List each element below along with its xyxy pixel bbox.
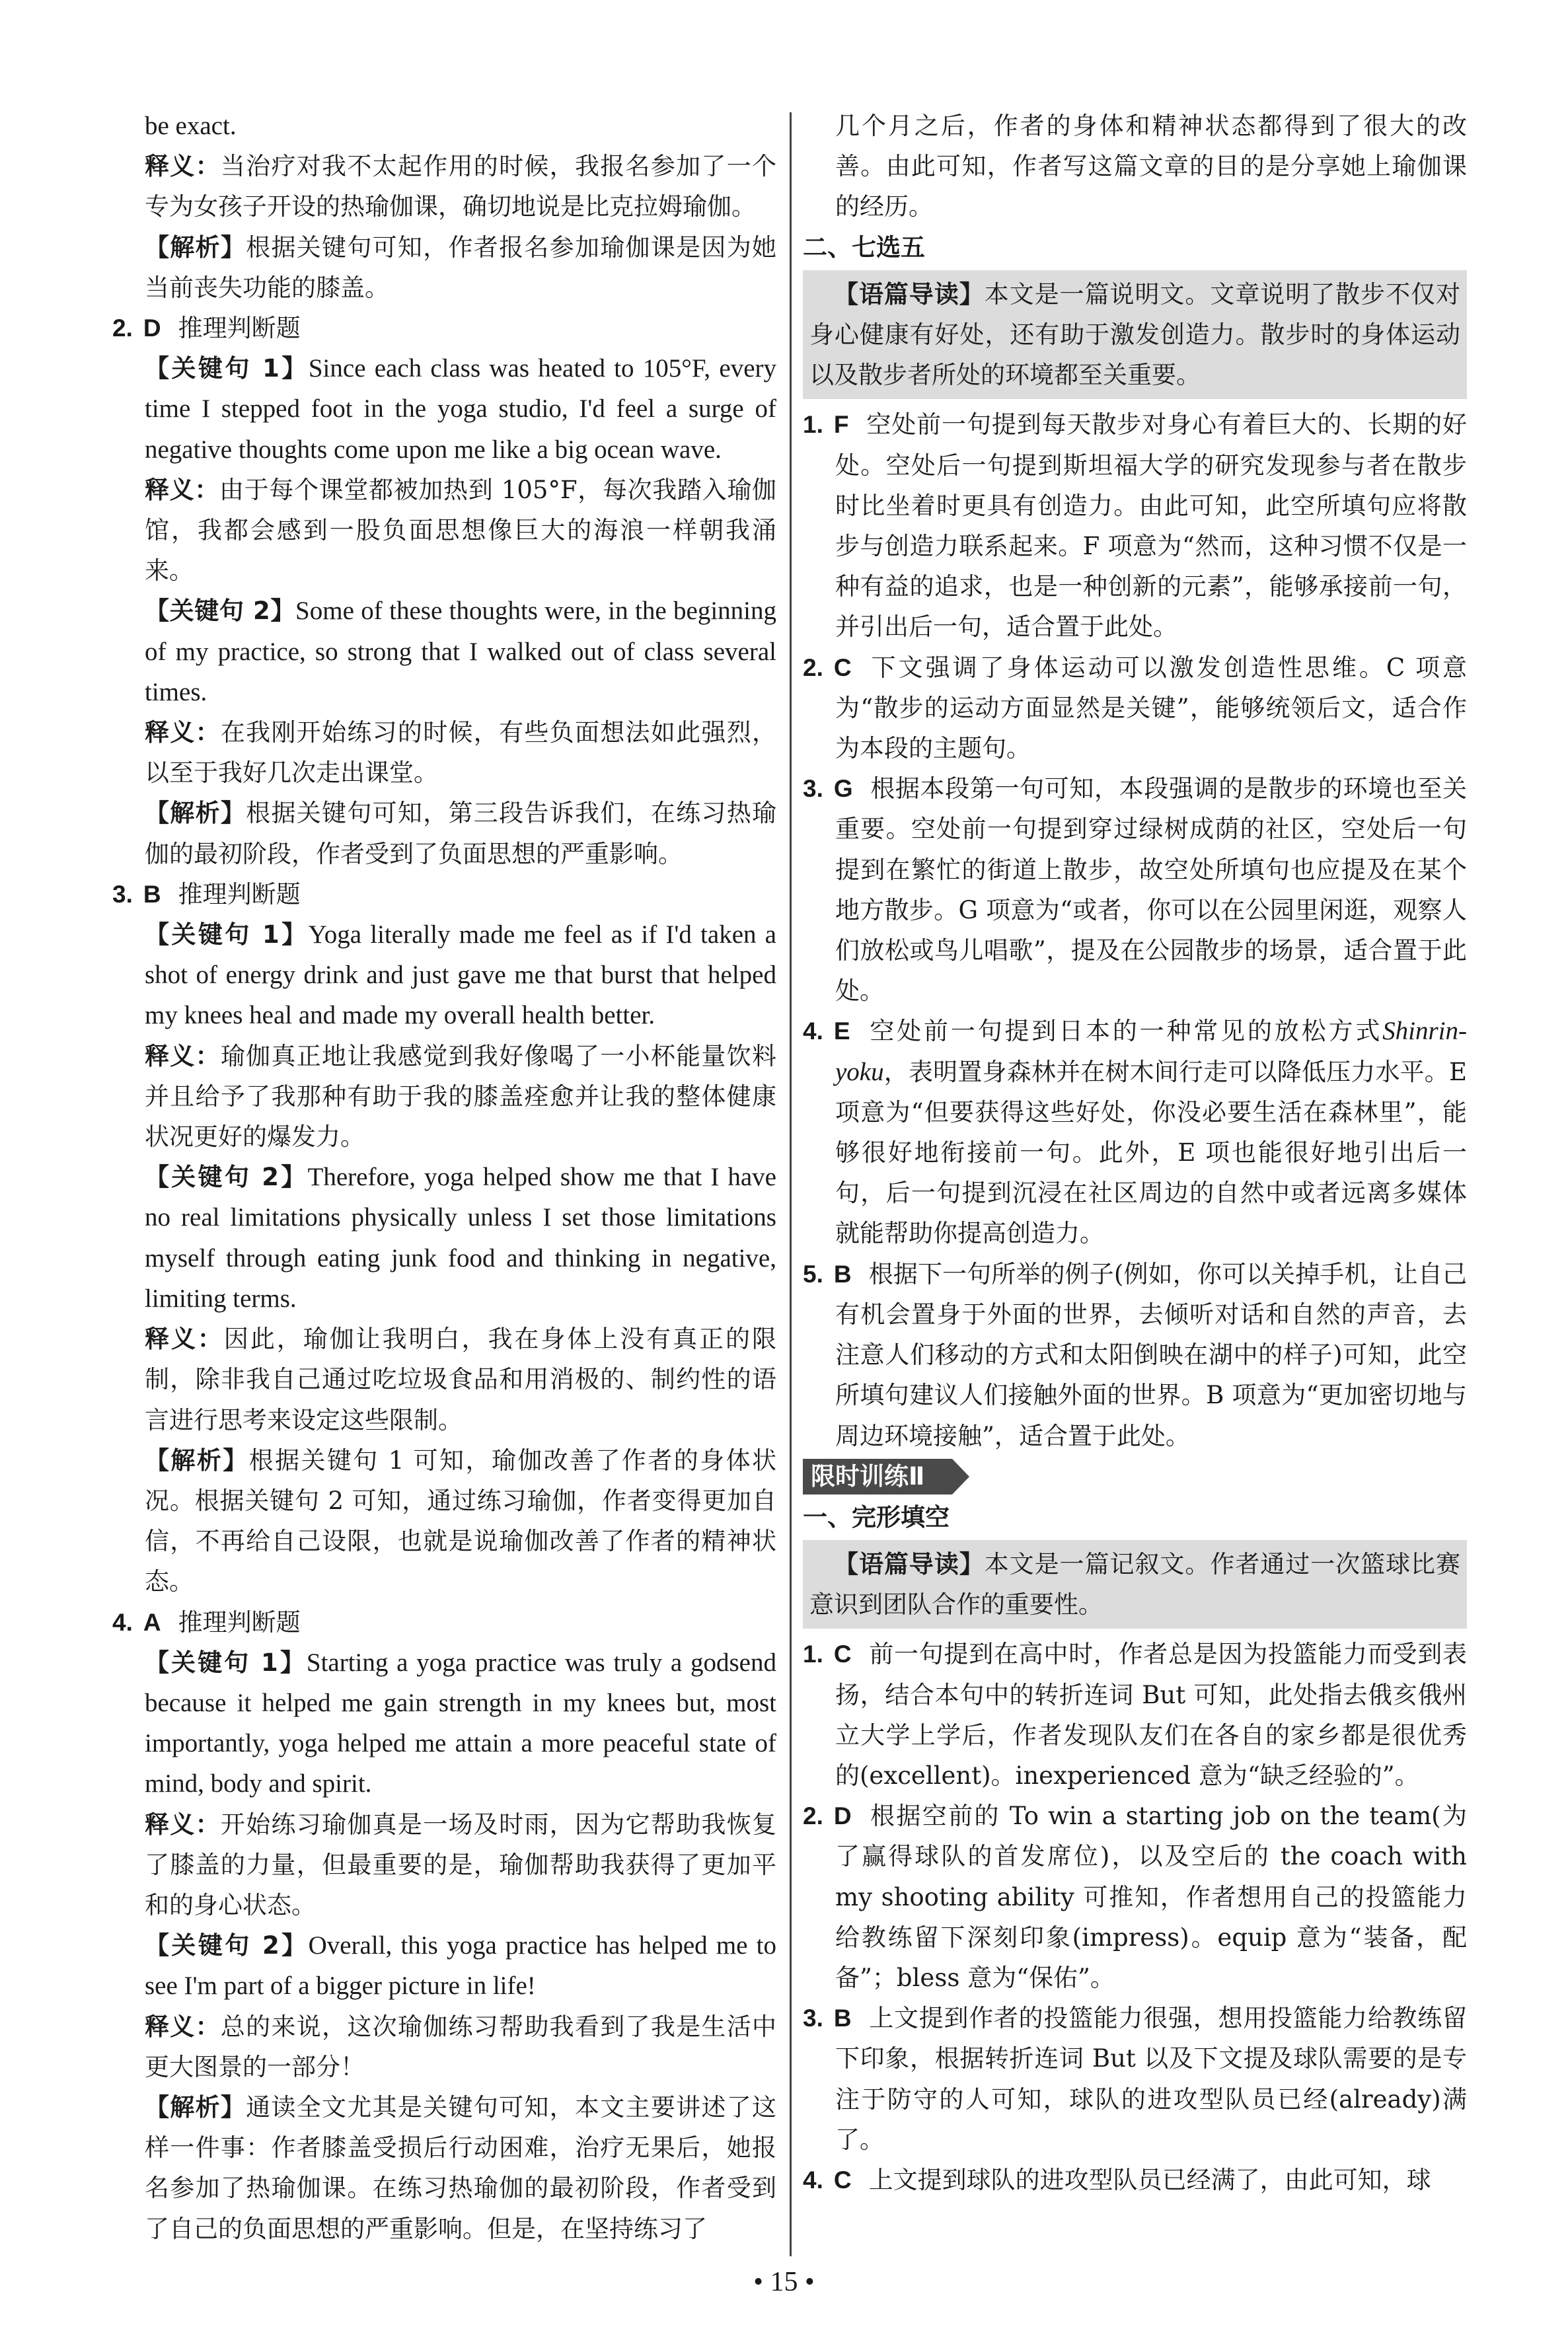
paraphrase-label: 释义： (145, 1325, 224, 1354)
key-sentence-label: 【关键句 1】 (145, 354, 309, 383)
analysis-text: 根据关键句可知，第三段告诉我们，在练习热瑜伽的最初阶段，作者受到了负面思想的严重影响。 (145, 799, 777, 868)
page-number: • 15 • (753, 2267, 815, 2297)
section-title-cloze: 一、完形填空 (803, 1502, 950, 1532)
question-answer: C (833, 1641, 852, 1668)
paraphrase-text: 在我刚开始练习的时候，有些负面想法如此强烈，以至于我好几次走出课堂。 (145, 718, 776, 788)
paraphrase (112, 2007, 776, 2087)
answer-explanation: 根据本段第一句可知，本段强调的是散步的环境也至关重要。空处前一句提到穿过绿树成荫的社区，空处后一句提到在繁忙的街道上散步，故空处所填句也应提及在某个地方散步。G 项意为“或者，你可以在公园里闲逛，观察人们放松或鸟儿唱歌”，提及在公园散步的场景，适合置于此处。 (835, 774, 1467, 1006)
reading-guide (803, 1540, 1467, 1629)
analysis (112, 1440, 776, 1602)
right-column (803, 106, 1467, 2200)
column-divider (790, 112, 792, 2256)
paraphrase-label: 释义： (145, 152, 221, 181)
analysis (112, 793, 776, 873)
reading-guide (803, 270, 1467, 400)
key-sentence (112, 914, 776, 1036)
paraphrase (112, 1804, 776, 1926)
question-answer: E (833, 1017, 850, 1045)
key-sentence-label: 【关键句 1】 (145, 920, 309, 949)
question-answer: G (833, 775, 853, 803)
answer-explanation: 空处前一句提到日本的一种常见的放松方式 (867, 1017, 1383, 1046)
answer-explanation: 下文强调了身体运动可以激发创造性思维。C 项意为“散步的运动方面显然是关键”，能够统领后文，适合作为本段的主题句。 (835, 653, 1467, 763)
analysis (112, 2087, 776, 2249)
text-line: be exact. (145, 112, 237, 140)
key-sentence-label: 【关键句 1】 (145, 1648, 307, 1677)
question-number: 2. (112, 314, 133, 342)
key-sentence (112, 1642, 776, 1804)
key-sentence-text: Overall, this yoga practice has helped me to see I'm part of a bigger picture in life! (145, 1931, 776, 2001)
analysis-label: 【解析】 (145, 2092, 246, 2122)
reading-guide-text: 本文是一篇记叙文。作者通过一次篮球比赛意识到团队合作的重要性。 (809, 1549, 1460, 1619)
question-answer: F (833, 411, 849, 439)
question-number: 3. (803, 775, 823, 803)
key-sentence (112, 591, 776, 712)
paraphrase (112, 1036, 776, 1158)
analysis-continued: 几个月之后，作者的身体和精神状态都得到了很大的改善。由此可知，作者写这篇文章的目的是分享她上瑜伽课的经历。 (835, 112, 1467, 221)
paraphrase (112, 1319, 776, 1440)
answer-explanation: 前一句提到在高中时，作者总是因为投篮能力而受到表扬，结合本句中的转折连词 But 可知，此处指去俄亥俄州立大学上学后，作者发现队友们在各自的家乡都是很优秀的(excellent)。inexperienced 意为“缺乏经验的”。 (835, 1640, 1467, 1790)
analysis-label: 【解析】 (145, 799, 246, 828)
paraphrase-text: 当治疗对我不太起作用的时候，我报名参加了一个专为女孩子开设的热瑜伽课，确切地说是比克拉姆瑜伽。 (145, 152, 776, 221)
key-sentence (112, 1157, 776, 1319)
key-sentence-text: Therefore, yoga helped show me that I have no real limitations physically unless I set those limitations myself through eating junk food and thinking in negative, limiting terms. (145, 1163, 776, 1313)
answer-item (803, 1254, 1467, 1456)
answer-item (803, 404, 1467, 647)
key-sentence-text: Since each class was heated to 105°F, every time I stepped foot in the yoga studio, I'd feel a surge of negative thoughts come upon me like a big ocean wave. (145, 354, 776, 464)
question-number: 3. (112, 880, 133, 908)
paraphrase-label: 释义： (145, 1810, 221, 1839)
key-sentence (112, 348, 776, 470)
question-answer: B (833, 1260, 852, 1288)
question-4-header (112, 1602, 776, 1642)
key-sentence-text: Some of these thoughts were, in the beginning of my practice, so strong that I walked out of class several times. (145, 597, 776, 706)
analysis-text: 根据关键句可知，作者报名参加瑜伽课是因为她当前丧失功能的膝盖。 (145, 233, 777, 302)
paraphrase-text: 开始练习瑜伽真是一场及时雨，因为它帮助我恢复了膝盖的力量，但最重要的是，瑜伽帮助我获得了更加平和的身心状态。 (145, 1810, 776, 1919)
answer-explanation: 根据空前的 To win a starting job on the team(为了赢得球队的首发席位)，以及空后的 the coach with my shooting ability 可推知，作者想用自己的投篮能力给教练留下深刻印象(impress)。equip 意为“装备，配备”；bless 意为“保佑”。 (835, 1802, 1467, 1992)
paraphrase (112, 712, 776, 793)
reading-guide-text: 本文是一篇说明文。文章说明了散步不仅对身心健康有好处，还有助于激发创造力。散步时的身体运动以及散步者所处的环境都至关重要。 (809, 279, 1460, 390)
answer-item (803, 1634, 1467, 1796)
reading-guide-label: 【语篇导读】 (834, 279, 985, 309)
question-answer: B (833, 2005, 852, 2032)
question-number: 4. (803, 2166, 823, 2194)
analysis-label: 【解析】 (145, 1446, 249, 1475)
question-answer: C (833, 653, 852, 681)
paraphrase-label: 释义： (145, 718, 221, 747)
answer-explanation: 空处前一句提到每天散步对身心有着巨大的、长期的好处。空处后一句提到斯坦福大学的研究发现参与者在散步时比坐着时更具有创造力。由此可知，此空所填句应将散步与创造力联系起来。F 项意为“然而，这种习惯不仅是一种有益的追求，也是一种创新的元素”，能够承接前一句，并引出后一句，适合置于此处。 (835, 410, 1467, 642)
question-type: 推理判断题 (178, 1607, 301, 1637)
key-sentence-text: Starting a yoga practice was truly a godsend because it helped me gain strength in my knees but, most importantly, yoga helped me attain a more peaceful state of mind, body and spirit. (145, 1648, 776, 1798)
paraphrase-text: 总的来说，这次瑜伽练习帮助我看到了我是生活中更大图景的一部分！ (145, 2012, 776, 2081)
paraphrase-label: 释义： (145, 1041, 221, 1070)
question-answer: C (833, 2166, 852, 2194)
key-sentence-label: 【关键句 2】 (145, 1931, 309, 1960)
key-sentence-label: 【关键句 2】 (145, 1163, 308, 1192)
paraphrase-label: 释义： (145, 475, 220, 504)
paraphrase-label: 释义： (145, 2012, 221, 2041)
question-number: 1. (803, 1641, 823, 1668)
question-number: 4. (112, 1608, 133, 1636)
answer-explanation: 根据下一句所举的例子(例如，你可以关掉手机，让自己有机会置身于外面的世界，去倾听对话和自然的声音，去注意人们移动的方式和太阳倒映在湖中的样子)可知，此空所填句建议人们接触外面的世界。B 项意为“更加密切地与周边环境接触”，适合置于此处。 (835, 1259, 1467, 1450)
key-sentence (112, 1925, 776, 2006)
paraphrase-text: 瑜伽真正地让我感觉到我好像喝了一小杯能量饮料并且给予了我那种有助于我的膝盖痊愈并让我的整体健康状况更好的爆发力。 (145, 1041, 776, 1152)
question-3-header (112, 874, 776, 914)
reading-guide-label: 【语篇导读】 (834, 1549, 985, 1578)
paraphrase (112, 470, 776, 591)
timed-training-badge: 限时训练Ⅱ (803, 1459, 952, 1495)
question-answer: D (833, 1802, 852, 1830)
question-type: 推理判断题 (178, 314, 301, 343)
analysis-text: 通读全文尤其是关键句可知，本文主要讲述了这样一件事：作者膝盖受损后行动困难，治疗无果后，她报名参加了热瑜伽课。在练习热瑜伽的最初阶段，作者受到了自己的负面思想的严重影响。但是，在坚持练习了 (145, 2092, 777, 2243)
answer-explanation: ，表明置身森林并在树木间行走可以降低压力水平。E 项意为“但要获得这些好处，你没必要生活在森林里”，能够很好地衔接前一句。此外，E 项也能很好地引出后一句，后一句提到沉浸在社区周边的自然中或者远离多媒体就能帮助你提高创造力。 (835, 1057, 1467, 1248)
question-answer: A (143, 1608, 161, 1636)
answer-explanation-italic: Shinrin-yoku (835, 1017, 1467, 1086)
paraphrase-text: 因此，瑜伽让我明白，我在身体上没有真正的限制，除非我自己通过吃垃圾食品和用消极的、制约性的语言进行思考来设定这些限制。 (145, 1325, 777, 1434)
answer-item (803, 1998, 1467, 2160)
answer-explanation: 上文提到球队的进攻型队员已经满了，由此可知，球 (868, 2165, 1431, 2194)
answer-item (803, 647, 1467, 769)
answer-explanation: 上文提到作者的投篮能力很强，想用投篮能力给教练留下印象，根据转折连词 But 以及下文提及球队需要的是专注于防守的人可知，球队的进攻型队员已经(already)满了。 (835, 2004, 1467, 2154)
left-column (112, 106, 776, 2249)
question-number: 2. (803, 653, 823, 681)
question-number: 4. (803, 1017, 823, 1045)
key-sentence-text: Yoga literally made me feel as if I'd taken a shot of energy drink and just gave me that burst that helped my knees heal and made my overall health better. (145, 920, 776, 1030)
answer-item (803, 2160, 1467, 2200)
answer-item (803, 1796, 1467, 1998)
paraphrase-text: 由于每个课堂都被加热到 105°F，每次我踏入瑜伽馆，我都会感到一股负面思想像巨大的海浪一样朝我涌来。 (145, 475, 776, 585)
answer-item (803, 1011, 1467, 1253)
analysis (112, 227, 776, 308)
question-answer: D (143, 314, 161, 342)
section-title-seven-choose-five: 二、七选五 (803, 233, 925, 262)
question-number: 3. (803, 2005, 823, 2032)
question-answer: B (143, 880, 161, 908)
analysis-label: 【解析】 (145, 233, 246, 262)
analysis-text: 根据关键句 1 可知，瑜伽改善了作者的身体状况。根据关键句 2 可知，通过练习瑜伽，作者变得更加自信，不再给自己设限，也就是说瑜伽改善了作者的精神状态。 (145, 1446, 776, 1596)
question-type: 推理判断题 (178, 879, 301, 908)
question-number: 5. (803, 1260, 823, 1288)
paraphrase (112, 146, 776, 227)
question-2-header (112, 308, 776, 348)
key-sentence-label: 【关键句 2】 (145, 597, 296, 626)
answer-item (803, 768, 1467, 1011)
question-number: 2. (803, 1802, 823, 1830)
question-number: 1. (803, 411, 823, 439)
